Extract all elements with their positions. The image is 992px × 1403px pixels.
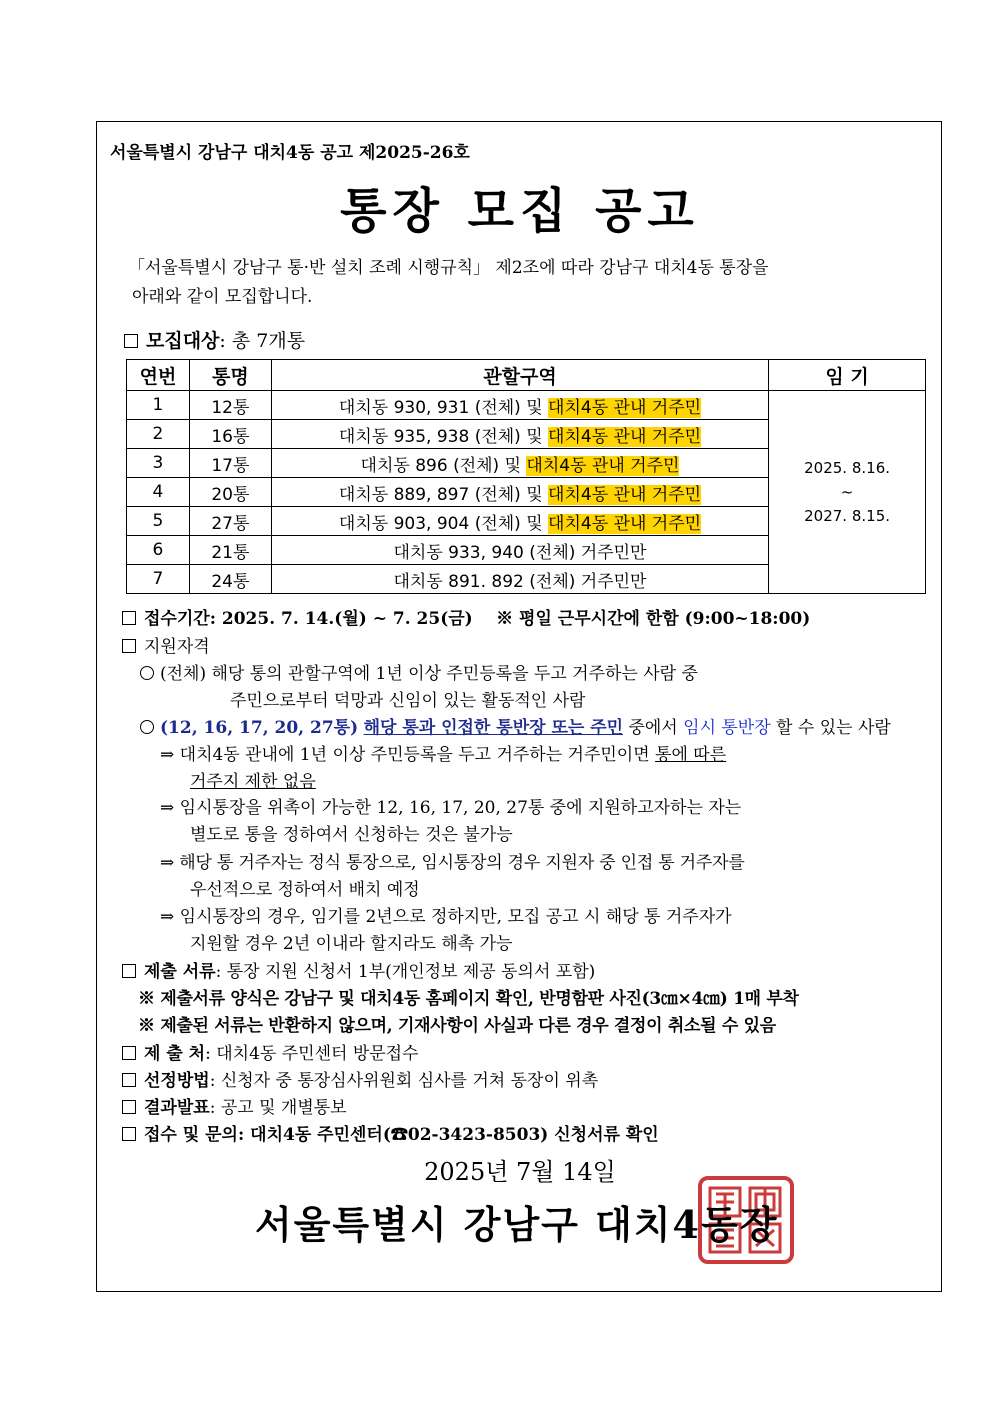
submit-section <box>122 1039 419 1064</box>
qual-item-1 <box>140 659 698 684</box>
qual-item-2-highlight: 해당 통과 인접한 통반장 또는 주민 <box>363 718 624 738</box>
checkbox-icon <box>122 1127 136 1141</box>
notice-number: 서울특별시 강남구 대치4동 공고 제2025-26호 <box>110 143 470 163</box>
row-area <box>271 391 768 420</box>
row-tong: 24통 <box>189 565 271 594</box>
header-term: 임 기 <box>769 360 926 391</box>
row-tong: 21통 <box>189 536 271 565</box>
checkbox-icon <box>124 334 138 348</box>
checkbox-icon <box>122 964 136 978</box>
header-tong: 통명 <box>189 360 271 391</box>
inquiry-value: : 대치4동 주민센터(☎02-3423-8503) 신청서류 확인 <box>237 1125 659 1145</box>
documents-label: 제출 서류 <box>144 962 216 982</box>
row-area <box>271 478 768 507</box>
row-no: 4 <box>127 478 190 507</box>
row-no: 7 <box>127 565 190 594</box>
documents-note-2: ※ 제출된 서류는 반환하지 않으며, 기재사항이 사실과 다른 경우 결정이 취소될 수 있음 <box>138 1016 776 1036</box>
term-start: 2025. 8.16. <box>804 459 891 477</box>
result-label: 결과발표 <box>144 1098 210 1118</box>
row-no: 3 <box>127 449 190 478</box>
arrow-note-1 <box>160 740 726 765</box>
reception-label: 접수기간 <box>144 609 210 629</box>
area-highlight: 대치4동 관내 거주민 <box>548 397 702 418</box>
area-text: 대치동 903, 904 (전체) 및 <box>338 513 549 534</box>
target-value: : 총 7개통 <box>219 330 306 352</box>
reception-note: ※ 평일 근무시간에 한함 (9:00~18:00) <box>496 609 811 629</box>
selection-section <box>122 1066 598 1091</box>
checkbox-icon <box>122 1046 136 1060</box>
row-no: 6 <box>127 536 190 565</box>
intro-line-2: 아래와 같이 모집합니다. <box>132 287 313 307</box>
reception-value: : 2025. 7. 14.(월) ~ 7. 25(금) <box>209 609 473 629</box>
qual-item-2-blue: 임시 통반장 <box>683 718 771 738</box>
arrow-note-3-line-2: 우선적으로 정하여서 배치 예정 <box>190 880 420 900</box>
reception-section <box>122 604 810 629</box>
row-tong: 16통 <box>189 420 271 449</box>
term-cell <box>769 391 926 594</box>
qual-item-2-suffix: 할 수 있는 사람 <box>770 718 891 738</box>
row-tong: 27통 <box>189 507 271 536</box>
row-tong: 12통 <box>189 391 271 420</box>
area-highlight: 대치4동 관내 거주민 <box>526 455 680 476</box>
checkbox-icon <box>122 1073 136 1087</box>
checkbox-icon <box>122 611 136 625</box>
signature: 서울특별시 강남구 대치4동장 <box>255 1202 779 1247</box>
arrow-note-2-line-2: 별도로 통을 정하여서 신청하는 것은 불가능 <box>190 825 513 845</box>
qual-item-1-line-1: (전체) 해당 통의 관할구역에 1년 이상 주민등록을 두고 거주하는 사람 중 <box>160 664 698 684</box>
submit-label: 제 출 처 <box>144 1044 206 1064</box>
selection-label: 선정방법 <box>144 1071 210 1091</box>
checkbox-icon <box>122 639 136 653</box>
term-end: 2027. 8.15. <box>804 507 891 525</box>
documents-section <box>122 957 595 982</box>
result-section <box>122 1093 347 1118</box>
row-tong: 17통 <box>189 449 271 478</box>
header-area: 관할구역 <box>271 360 768 391</box>
arrow-note-1-underline: 통에 따른 <box>655 745 727 765</box>
area-highlight: 대치4동 관내 거주민 <box>548 426 702 447</box>
notice-intro <box>128 254 769 312</box>
area-text: 대치동 930, 931 (전체) 및 <box>338 397 549 418</box>
row-area <box>271 449 768 478</box>
circle-bullet-icon <box>140 666 154 680</box>
area-text: 대치동 935, 938 (전체) 및 <box>338 426 549 447</box>
header-no: 연번 <box>127 360 190 391</box>
recruit-table <box>126 359 926 594</box>
arrow-note-3: ⇒ 해당 통 거주자는 정식 통장으로, 임시통장의 경우 지원자 중 인접 통 거주자를 <box>160 853 745 873</box>
row-no: 2 <box>127 420 190 449</box>
inquiry-label: 접수 및 문의 <box>144 1125 238 1145</box>
row-no: 1 <box>127 391 190 420</box>
qualification-label: 지원자격 <box>144 637 210 657</box>
qualification-section <box>122 632 210 657</box>
row-tong: 20통 <box>189 478 271 507</box>
notice-title: 통장 모집 공고 <box>340 183 700 239</box>
row-no: 5 <box>127 507 190 536</box>
selection-value: : 신청자 중 통장심사위원회 심사를 거쳐 동장이 위촉 <box>209 1071 599 1091</box>
qual-item-1-line-2: 주민으로부터 덕망과 신임이 있는 활동적인 사람 <box>230 691 586 711</box>
qual-item-2-mid: 중에서 <box>623 718 684 738</box>
checkbox-icon <box>122 1100 136 1114</box>
area-highlight: 대치4동 관내 거주민 <box>548 513 702 534</box>
qual-item-2 <box>140 713 891 738</box>
area-text: 대치동 889, 897 (전체) 및 <box>338 484 549 505</box>
submit-value: : 대치4동 주민센터 방문접수 <box>205 1044 419 1064</box>
row-area: 대치동 933, 940 (전체) 거주민만 <box>271 536 768 565</box>
row-area <box>271 420 768 449</box>
notice-date: 2025년 7월 14일 <box>424 1158 616 1186</box>
documents-note-1: ※ 제출서류 양식은 강남구 및 대치4동 홈페이지 확인, 반명함판 사진(3㎝×4㎝) 1매 부착 <box>138 989 799 1009</box>
row-area <box>271 507 768 536</box>
result-value: : 공고 및 개별통보 <box>209 1098 347 1118</box>
qual-item-2-prefix: (12, 16, 17, 20, 27통) <box>160 718 359 738</box>
arrow-note-2: ⇒ 임시통장을 위촉이 가능한 12, 16, 17, 20, 27통 중에 지원하고자하는 자는 <box>160 798 742 818</box>
area-text: 대치동 896 (전체) 및 <box>360 455 527 476</box>
row-area: 대치동 891. 892 (전체) 거주민만 <box>271 565 768 594</box>
documents-value: : 통장 지원 신청서 1부(개인정보 제공 동의서 포함) <box>215 962 596 982</box>
target-label: 모집대상 <box>146 330 220 352</box>
arrow-note-1-text: ⇒ 대치4동 관내에 1년 이상 주민등록을 두고 거주하는 거주민이면 <box>160 745 656 765</box>
intro-line-1: 「서울특별시 강남구 통·반 설치 조례 시행규칙」 제2조에 따라 강남구 대치4동 통장을 <box>128 258 769 278</box>
arrow-note-4: ⇒ 임시통장의 경우, 임기를 2년으로 정하지만, 모집 공고 시 해당 통 거주자가 <box>160 907 732 927</box>
table-row <box>127 391 926 420</box>
inquiry-section <box>122 1120 659 1145</box>
area-highlight: 대치4동 관내 거주민 <box>548 484 702 505</box>
circle-bullet-icon <box>140 720 154 734</box>
arrow-note-4-line-2: 지원할 경우 2년 이내라 할지라도 해촉 가능 <box>190 934 513 954</box>
arrow-note-1-line-2: 거주지 제한 없음 <box>190 772 316 792</box>
target-section <box>124 326 305 353</box>
table-header-row <box>127 360 926 391</box>
term-sep: ~ <box>840 483 854 501</box>
